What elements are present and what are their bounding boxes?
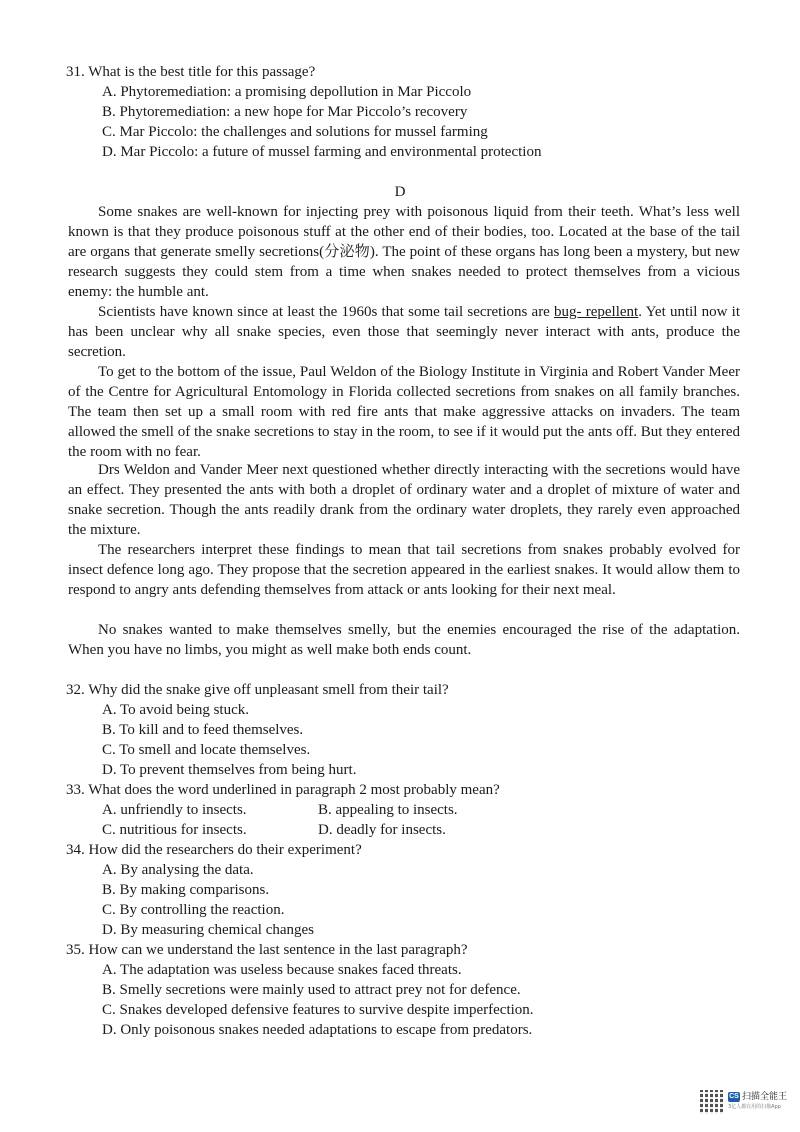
- passage-paragraph-2: [68, 302, 740, 362]
- passage-paragraph-6: [68, 620, 740, 660]
- passage-paragraph-5: [68, 540, 740, 600]
- passage-paragraph-3-text: To get to the bottom of the issue, Paul Weldon of the Biology Institute in Virginia and Robert Vander Meer of the Centre for Agricultural Entomology in Florida collected secretions from snakes on all family branches. The team then set up a small room with red fire ants that make aggressive attacks on invaders. The team allowed the smell of the snake secretions to stay in the room, to see if it would put the ants off. But they entered the room with no fear.: [68, 364, 740, 460]
- scanner-watermark: [700, 1090, 792, 1116]
- passage-paragraph-5-text: The researchers interpret these findings to mean that tail secretions from snakes probably evolved for insect defence long ago. They propose that the secretion appeared in the earliest snakes. It would allow them to respond to angry ants defending themselves from attack or ants looking for their next meal.: [68, 542, 740, 598]
- question-31-option-a: A. Phytoremediation: a promising depollution in Mar Piccolo: [102, 84, 472, 100]
- question-33-option-a: A. unfriendly to insects.: [102, 802, 247, 818]
- question-33-option-c: C. nutritious for insects.: [102, 822, 247, 838]
- question-35-option-a: A. The adaptation was useless because snakes faced threats.: [102, 962, 462, 978]
- camscanner-logo-icon: CS: [729, 1093, 739, 1100]
- passage-paragraph-3: [68, 362, 740, 462]
- passage-paragraph-4-text: Drs Weldon and Vander Meer next questioned whether directly interacting with the secretions would have an effect. They presented the ants with both a droplet of ordinary water and a droplet of mixture of water and snake secretion. Though the ants readily drank from the ordinary water droplets, they rarely even approached the mixture.: [68, 462, 740, 538]
- qr-code-icon: [700, 1090, 724, 1114]
- question-35-option-c: C. Snakes developed defensive features to survive despite imperfection.: [102, 1002, 534, 1018]
- question-33-option-b: B. appealing to insects.: [318, 802, 458, 818]
- watermark-name: 扫描全能王: [742, 1092, 788, 1102]
- passage-paragraph-4: [68, 460, 740, 540]
- question-31-option-c: C. Mar Piccolo: the challenges and solutions for mussel farming: [102, 124, 488, 140]
- question-32-option-d: D. To prevent themselves from being hurt.: [102, 762, 357, 778]
- question-32-option-b: B. To kill and to feed themselves.: [102, 722, 304, 738]
- question-31-stem: 31. What is the best title for this passage?: [66, 64, 316, 80]
- question-31-option-d: D. Mar Piccolo: a future of mussel farming and environmental protection: [102, 144, 542, 160]
- passage-paragraph-6-text: No snakes wanted to make themselves smelly, but the enemies encouraged the rise of the adaptation. When you have no limbs, you might as well make both ends count.: [68, 622, 740, 658]
- question-35-option-b: B. Smelly secretions were mainly used to attract prey not for defence.: [102, 982, 521, 998]
- question-31-option-b: B. Phytoremediation: a new hope for Mar Piccolo’s recovery: [102, 104, 468, 120]
- question-33-option-d: D. deadly for insects.: [318, 822, 446, 838]
- passage-paragraph-1-text: Some snakes are well-known for injecting prey with poisonous liquid from their teeth. What’s less well known is that they produce poisonous stuff at the other end of their bodies, too. Located at the base of the tail are organs that generate smelly secretions(分泌物). The point of these organs has long been a mystery, but new research suggests they could stem from a time when snakes needed to protect themselves from a vicious enemy: the humble ant.: [68, 204, 740, 300]
- paragraph-2-text-after: . Yet until now it has been unclear why all snake species, even those that seemingly never interact with ants, produce the secretion.: [68, 304, 741, 360]
- question-34-option-d: D. By measuring chemical changes: [102, 922, 315, 938]
- passage-heading: D: [394, 184, 406, 200]
- question-32-option-a: A. To avoid being stuck.: [102, 702, 249, 718]
- passage-paragraph-1: [68, 202, 740, 302]
- watermark-subtitle: 3亿人都在用的扫描App: [728, 1104, 781, 1110]
- question-34-option-c: C. By controlling the reaction.: [102, 902, 285, 918]
- question-33-stem: 33. What does the word underlined in paragraph 2 most probably mean?: [66, 782, 500, 798]
- question-32-stem: 32. Why did the snake give off unpleasant smell from their tail?: [66, 682, 449, 698]
- question-35-stem: 35. How can we understand the last sentence in the last paragraph?: [66, 942, 468, 958]
- question-34-stem: 34. How did the researchers do their experiment?: [66, 842, 362, 858]
- underlined-word: bug- repellent: [554, 304, 639, 320]
- question-32-option-c: C. To smell and locate themselves.: [102, 742, 311, 758]
- question-34-option-a: A. By analysing the data.: [102, 862, 254, 878]
- paragraph-2-text-before: Scientists have known since at least the 1960s that some tail secretions are: [98, 304, 555, 320]
- question-34-option-b: B. By making comparisons.: [102, 882, 270, 898]
- question-35-option-d: D. Only poisonous snakes needed adaptations to escape from predators.: [102, 1022, 533, 1038]
